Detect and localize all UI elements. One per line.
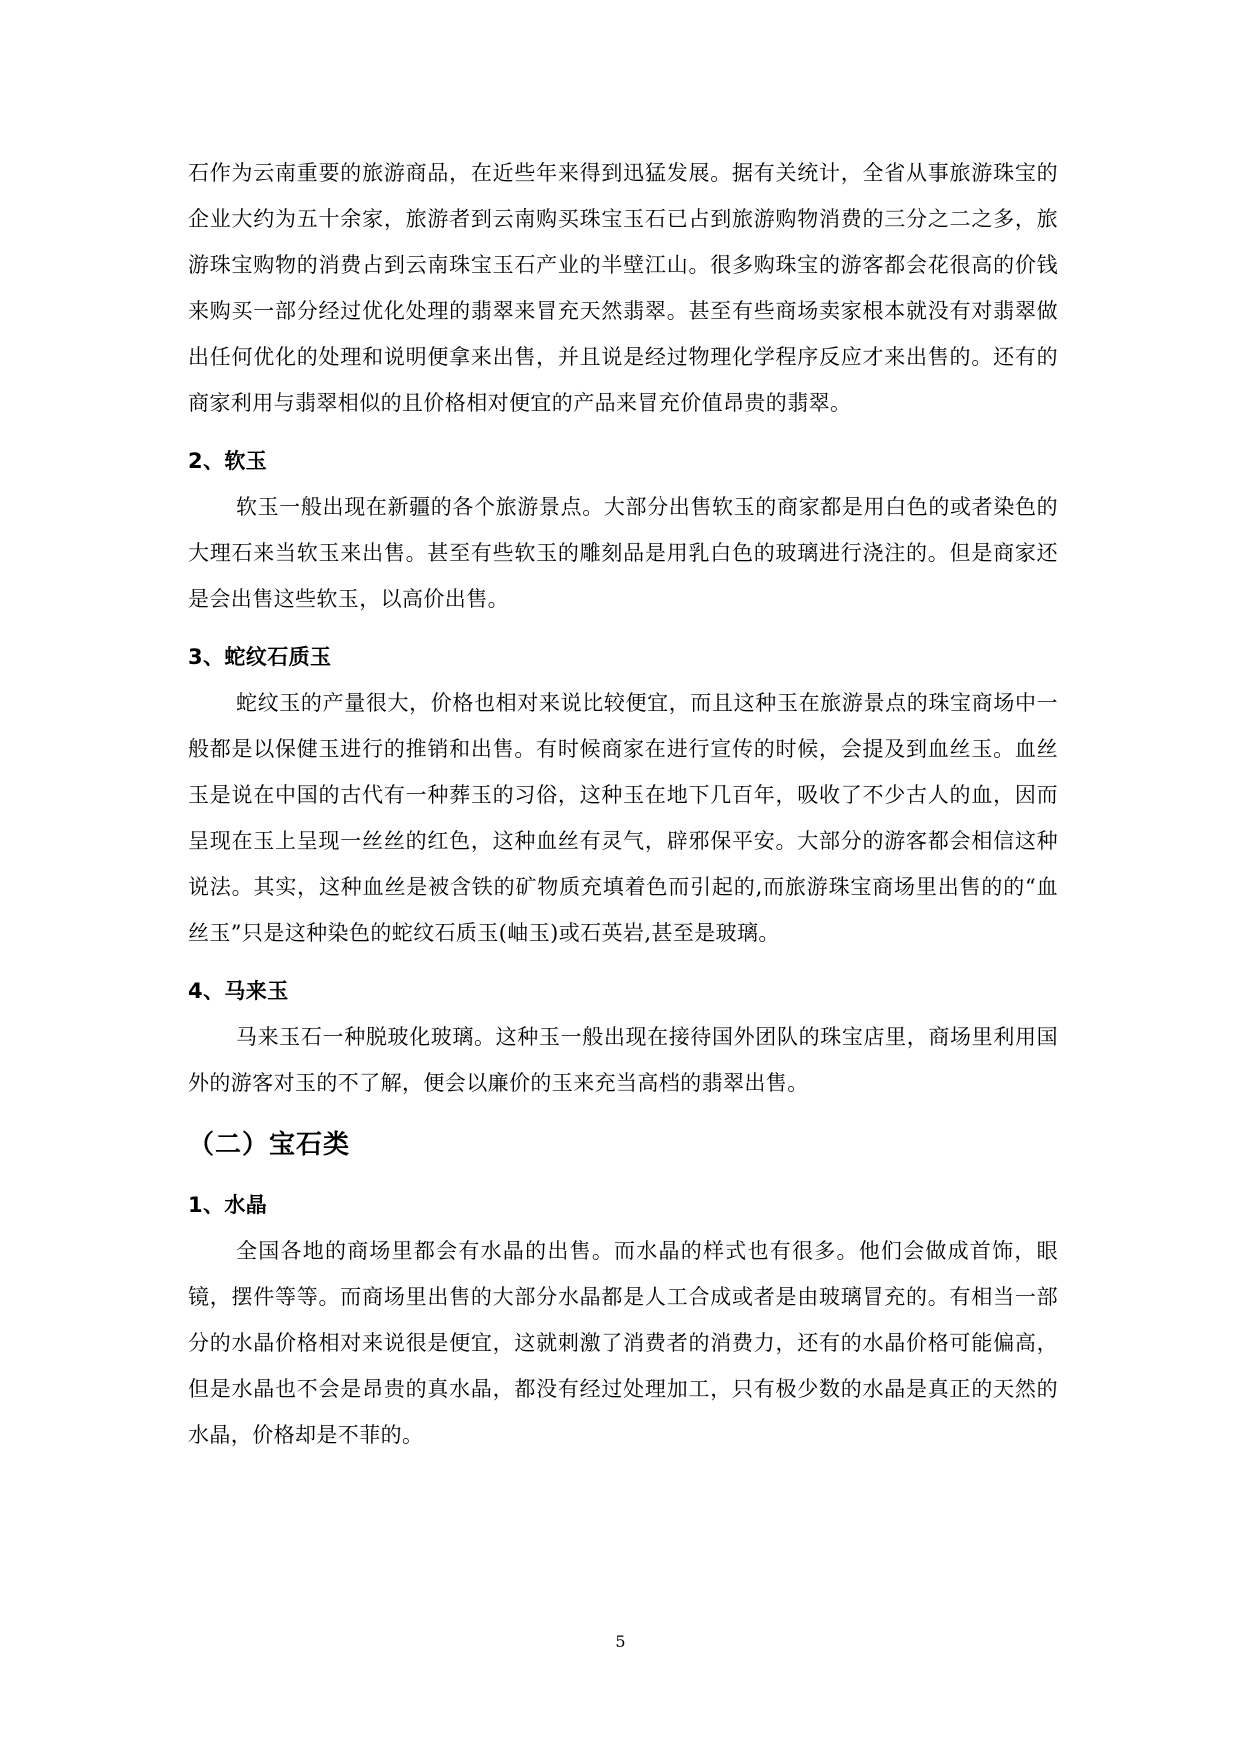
section-heading-gemstones: （二）宝石类 xyxy=(188,1130,351,1160)
paragraph-crystal: 全国各地的商场里都会有水晶的出售。而水晶的样式也有很多。他们会做成首饰，眼镜，摆件等等。而商场里出售的大部分水晶都是人工合成或者是由玻璃冒充的。有相当一部分的水晶价格相对来说很是便宜，这就刺激了消费者的消费力，还有的水晶价格可能偏高，但是水晶也不会是昂贵的真水晶，都没有经过处理加工，只有极少数的水晶是真正的天然的水晶，价格却是不菲的。 xyxy=(188,1239,1058,1447)
paragraph-malay-jade: 马来玉石一种脱玻化玻璃。这种玉一般出现在接待国外团队的珠宝店里，商场里利用国外的游客对玉的不了解，便会以廉价的玉来充当高档的翡翠出售。 xyxy=(188,1025,1058,1095)
paragraph-serpentine-jade: 蛇纹玉的产量很大，价格也相对来说比较便宜，而且这种玉在旅游景点的珠宝商场中一般都是以保健玉进行的推销和出售。有时候商家在进行宣传的时候，会提及到血丝玉。血丝玉是说在中国的古代有一种葬玉的习俗，这种玉在地下几百年，吸收了不少古人的血，因而呈现在玉上呈现一丝丝的红色，这种血丝有灵气，辟邪保平安。大部分的游客都会相信这种说法。其实，这种血丝是被含铁的矿物质充填着色而引起的,而旅游珠宝商场里出售的的“血丝玉”只是这种染色的蛇纹石质玉(岫玉)或石英岩,甚至是玻璃。 xyxy=(188,691,1058,945)
heading-nephrite: 2、软玉 xyxy=(188,449,268,473)
heading-malay-jade: 4、马来玉 xyxy=(188,979,289,1003)
paragraph-jadeite-intro: 石作为云南重要的旅游商品，在近些年来得到迅猛发展。据有关统计，全省从事旅游珠宝的企业大约为五十余家，旅游者到云南购买珠宝玉石已占到旅游购物消费的三分之二之多，旅游珠宝购物的消费占到云南珠宝玉石产业的半壁江山。很多购珠宝的游客都会花很高的价钱来购买一部分经过优化处理的翡翠来冒充天然翡翠。甚至有些商场卖家根本就没有对翡翠做出任何优化的处理和说明便拿来出售，并且说是经过物理化学程序反应才来出售的。还有的商家利用与翡翠相似的且价格相对便宜的产品来冒充价值昂贵的翡翠。 xyxy=(188,161,1058,415)
paragraph-nephrite: 软玉一般出现在新疆的各个旅游景点。大部分出售软玉的商家都是用白色的或者染色的大理石来当软玉来出售。甚至有些软玉的雕刻品是用乳白色的玻璃进行浇注的。但是商家还是会出售这些软玉，以高价出售。 xyxy=(188,495,1058,611)
heading-crystal: 1、水晶 xyxy=(188,1193,268,1217)
page-number: 5 xyxy=(615,1632,626,1651)
page-body xyxy=(188,150,1058,1458)
heading-serpentine-jade: 3、蛇纹石质玉 xyxy=(188,645,332,669)
